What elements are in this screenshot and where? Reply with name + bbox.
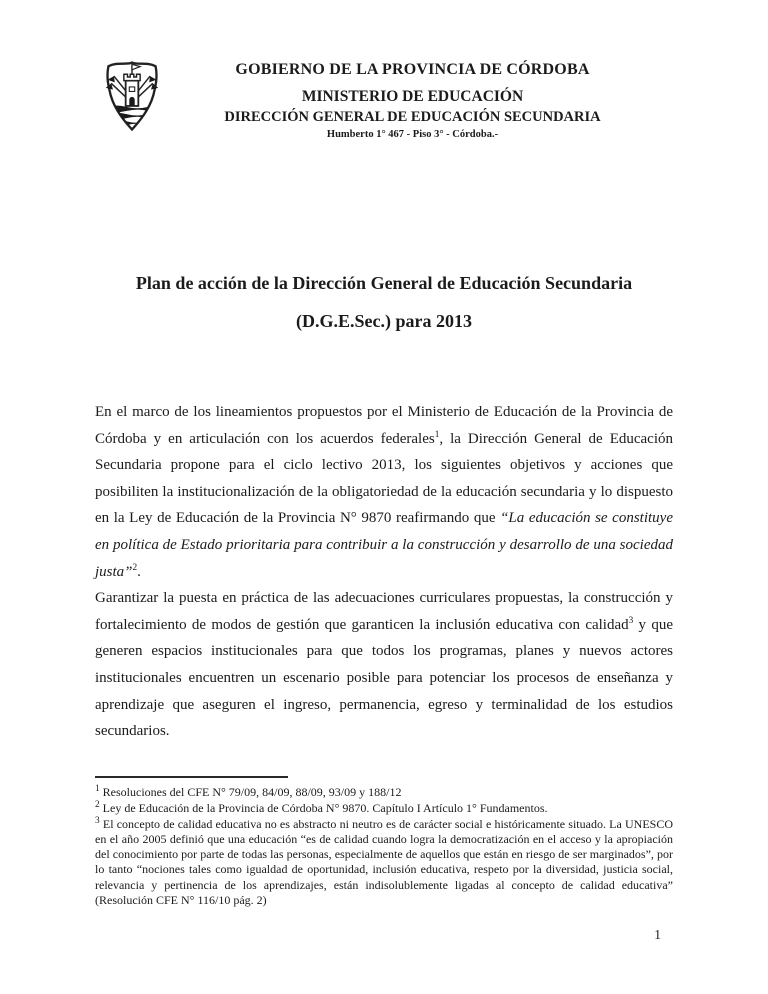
law-quote: “La educación se constituye en política de Estado prioritaria para contribuir a la construcción y desarrollo de una sociedad justa”	[95, 510, 673, 580]
directorate-name: DIRECCIÓN GENERAL DE EDUCACIÓN SECUNDARIA	[224, 109, 601, 125]
document-title	[95, 273, 673, 332]
ministry-name: MINISTERIO DE EDUCACIÓN	[301, 88, 524, 105]
footnote-2	[95, 801, 673, 816]
paragraph-1-end: .	[137, 563, 141, 580]
footnote-1-marker: 1	[95, 784, 100, 794]
footnote-1-text: Resoluciones del CFE N° 79/09, 84/09, 88/09, 93/09 y 188/12	[102, 785, 402, 799]
footnote-1	[95, 785, 673, 800]
footnote-2-text: Ley de Educación de la Provincia de Córdoba N° 9870. Capítulo I Artículo 1° Fundamentos.	[102, 801, 548, 816]
footnote-separator	[95, 776, 288, 778]
paragraph-2-text: Garantizar la puesta en práctica de las adecuaciones curriculares propuestas, la construcción y fortalecimiento de modos de gestión que garanticen la inclusión educativa con calidad	[95, 590, 673, 633]
cordoba-coat-of-arms-icon	[99, 58, 165, 134]
address-line: Humberto 1° 467 - Piso 3° - Córdoba.-	[326, 129, 499, 140]
letterhead	[0, 57, 768, 147]
footnote-3-text: El concepto de calidad educativa no es abstracto ni neutro es de carácter social e históricamente situado. La UNESCO en el año 2005 definió que una educación “es de calidad cuando logra la democratización en el acceso y la apropiación del conocimiento por parte de todas las personas, especialmente de aquellos que están en riesgo de ser marginados”, por lo tanto “nociones tales como igualdad de oportunidad, inclusión educativa, respeto por la diversidad, justicia social, relevancia y pertinencia de los aprendizajes, están indisolublemente ligadas al concepto de calidad educativa” (Resolución CFE N° 116/10 pág. 2)	[95, 817, 673, 907]
footnote-2-marker: 2	[95, 800, 100, 811]
paragraph-2-text-continued: y que generen espacios institucionales para que todos los programas, planes y nuevos actores institucionales encuentren un escenario posible para potenciar los procesos de enseñanza y aprendizaje que aseguren el ingreso, permanencia, egreso y terminalidad de los estudios secundarios.	[95, 616, 673, 740]
paragraph-1-text-continued: , la Dirección General de Educación Secundaria propone para el ciclo lectivo 2013, los siguientes objetivos y acciones que posibiliten la institucionalización de la obligatoriedad de la educación secundaria y lo dispuesto en la Ley de Educación de la Provincia N° 9870 reafirmando que	[95, 430, 673, 527]
footnotes-section	[95, 776, 673, 909]
footnote-ref-3: 3	[628, 615, 634, 626]
footnote-3	[95, 817, 673, 908]
government-name: GOBIERNO DE LA PROVINCIA DE CÓRDOBA	[235, 61, 590, 78]
page-number: 1	[654, 927, 661, 942]
footnote-ref-2: 2	[132, 562, 138, 573]
body-text	[95, 399, 673, 745]
footnote-ref-1: 1	[434, 429, 440, 440]
document-title-line2: (D.G.E.Sec.) para 2013	[296, 311, 472, 331]
footnote-3-marker: 3	[95, 816, 100, 827]
letterhead-text	[160, 61, 665, 140]
paragraph-1	[95, 399, 673, 585]
document-title-line1: Plan de acción de la Dirección General de Educación Secundaria	[135, 273, 633, 293]
paragraph-2	[95, 585, 673, 745]
paragraph-1-text: En el marco de los lineamientos propuestos por el Ministerio de Educación de la Provincia de Córdoba y en articulación con los acuerdos federales	[95, 404, 673, 447]
